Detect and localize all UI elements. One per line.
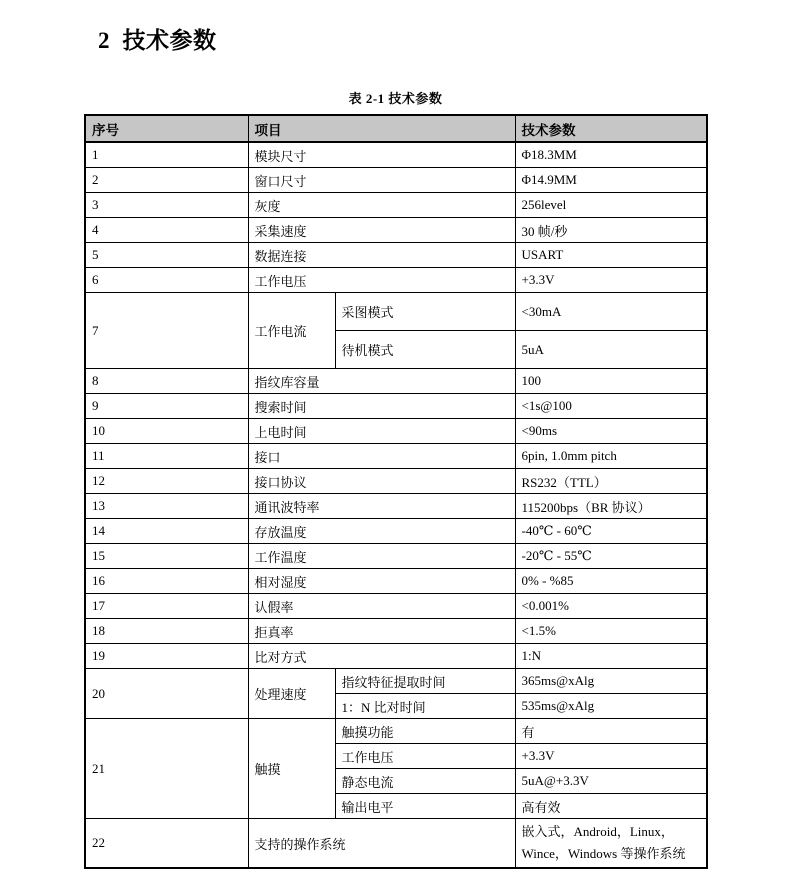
cell-item: 模块尺寸 bbox=[248, 142, 515, 168]
table-row bbox=[85, 819, 707, 869]
cell-value: +3.3V bbox=[515, 268, 707, 293]
cell-item: 灰度 bbox=[248, 193, 515, 218]
cell-no: 18 bbox=[85, 619, 248, 644]
spec-table bbox=[84, 114, 708, 869]
cell-item: 工作电流 bbox=[248, 293, 335, 369]
cell-no: 6 bbox=[85, 268, 248, 293]
table-header-row bbox=[85, 115, 707, 142]
cell-no: 8 bbox=[85, 369, 248, 394]
cell-item: 认假率 bbox=[248, 594, 515, 619]
cell-subitem: 工作电压 bbox=[335, 744, 515, 769]
table-row bbox=[85, 394, 707, 419]
cell-subitem: 静态电流 bbox=[335, 769, 515, 794]
table-row bbox=[85, 519, 707, 544]
cell-no: 15 bbox=[85, 544, 248, 569]
cell-no: 10 bbox=[85, 419, 248, 444]
cell-item: 窗口尺寸 bbox=[248, 168, 515, 193]
table-row bbox=[85, 419, 707, 444]
table-row bbox=[85, 544, 707, 569]
table-row bbox=[85, 218, 707, 243]
cell-subitem: 指纹特征提取时间 bbox=[335, 669, 515, 694]
cell-item: 数据连接 bbox=[248, 243, 515, 268]
cell-no: 19 bbox=[85, 644, 248, 669]
cell-value: 嵌入式，Android，Linux，Wince，Windows 等操作系统 bbox=[515, 819, 707, 869]
cell-subitem: 1：N 比对时间 bbox=[335, 694, 515, 719]
cell-value: 256level bbox=[515, 193, 707, 218]
cell-value: 1:N bbox=[515, 644, 707, 669]
table-section bbox=[84, 88, 707, 869]
cell-value: Φ18.3MM bbox=[515, 142, 707, 168]
cell-no: 7 bbox=[85, 293, 248, 369]
cell-no: 12 bbox=[85, 469, 248, 494]
table-caption: 表 2-1 技术参数 bbox=[348, 91, 443, 106]
cell-value: RS232（TTL） bbox=[515, 469, 707, 494]
cell-value: <90ms bbox=[515, 419, 707, 444]
cell-item: 采集速度 bbox=[248, 218, 515, 243]
col-header-value: 技术参数 bbox=[515, 115, 707, 142]
table-row bbox=[85, 569, 707, 594]
cell-value: -20℃ - 55℃ bbox=[515, 544, 707, 569]
cell-item: 触摸 bbox=[248, 719, 335, 819]
cell-no: 1 bbox=[85, 142, 248, 168]
cell-value: 0% - %85 bbox=[515, 569, 707, 594]
col-header-item: 项目 bbox=[248, 115, 515, 142]
cell-value: <30mA bbox=[515, 293, 707, 331]
cell-value: Φ14.9MM bbox=[515, 168, 707, 193]
section-heading: 2 技术参数 bbox=[98, 28, 217, 53]
cell-subitem: 待机模式 bbox=[335, 331, 515, 369]
cell-no: 20 bbox=[85, 669, 248, 719]
cell-value: 5uA bbox=[515, 331, 707, 369]
table-row bbox=[85, 594, 707, 619]
cell-value: 有 bbox=[515, 719, 707, 744]
cell-value: 高有效 bbox=[515, 794, 707, 819]
cell-no: 2 bbox=[85, 168, 248, 193]
table-row bbox=[85, 193, 707, 218]
cell-item: 工作电压 bbox=[248, 268, 515, 293]
cell-value: <0.001% bbox=[515, 594, 707, 619]
cell-subitem: 输出电平 bbox=[335, 794, 515, 819]
cell-no: 13 bbox=[85, 494, 248, 519]
cell-item: 接口 bbox=[248, 444, 515, 469]
table-row bbox=[85, 268, 707, 293]
cell-value: 5uA@+3.3V bbox=[515, 769, 707, 794]
cell-value: 365ms@xAlg bbox=[515, 669, 707, 694]
table-row bbox=[85, 494, 707, 519]
cell-no: 9 bbox=[85, 394, 248, 419]
table-row bbox=[85, 669, 707, 694]
cell-value: 100 bbox=[515, 369, 707, 394]
cell-item: 工作温度 bbox=[248, 544, 515, 569]
table-row bbox=[85, 243, 707, 268]
cell-value: +3.3V bbox=[515, 744, 707, 769]
cell-value: 535ms@xAlg bbox=[515, 694, 707, 719]
table-row bbox=[85, 719, 707, 744]
cell-no: 5 bbox=[85, 243, 248, 268]
spec-table-body bbox=[85, 142, 707, 868]
cell-no: 11 bbox=[85, 444, 248, 469]
cell-value: 6pin, 1.0mm pitch bbox=[515, 444, 707, 469]
cell-item: 拒真率 bbox=[248, 619, 515, 644]
table-row bbox=[85, 369, 707, 394]
cell-value: USART bbox=[515, 243, 707, 268]
cell-item: 比对方式 bbox=[248, 644, 515, 669]
table-row bbox=[85, 142, 707, 168]
cell-item: 支持的操作系统 bbox=[248, 819, 515, 869]
table-row bbox=[85, 293, 707, 331]
table-row bbox=[85, 444, 707, 469]
cell-no: 16 bbox=[85, 569, 248, 594]
cell-value: -40℃ - 60℃ bbox=[515, 519, 707, 544]
cell-item: 指纹库容量 bbox=[248, 369, 515, 394]
cell-subitem: 采图模式 bbox=[335, 293, 515, 331]
cell-no: 4 bbox=[85, 218, 248, 243]
cell-no: 14 bbox=[85, 519, 248, 544]
cell-item: 存放温度 bbox=[248, 519, 515, 544]
cell-item: 搜索时间 bbox=[248, 394, 515, 419]
cell-value: 30 帧/秒 bbox=[515, 218, 707, 243]
cell-value: <1s@100 bbox=[515, 394, 707, 419]
table-row bbox=[85, 168, 707, 193]
cell-no: 21 bbox=[85, 719, 248, 819]
table-row bbox=[85, 644, 707, 669]
col-header-no: 序号 bbox=[85, 115, 248, 142]
cell-subitem: 触摸功能 bbox=[335, 719, 515, 744]
cell-item: 相对湿度 bbox=[248, 569, 515, 594]
cell-item: 处理速度 bbox=[248, 669, 335, 719]
cell-no: 17 bbox=[85, 594, 248, 619]
table-row bbox=[85, 469, 707, 494]
cell-item: 通讯波特率 bbox=[248, 494, 515, 519]
cell-item: 接口协议 bbox=[248, 469, 515, 494]
cell-no: 22 bbox=[85, 819, 248, 869]
table-row bbox=[85, 619, 707, 644]
cell-value: 115200bps（BR 协议） bbox=[515, 494, 707, 519]
cell-item: 上电时间 bbox=[248, 419, 515, 444]
cell-no: 3 bbox=[85, 193, 248, 218]
cell-value: <1.5% bbox=[515, 619, 707, 644]
